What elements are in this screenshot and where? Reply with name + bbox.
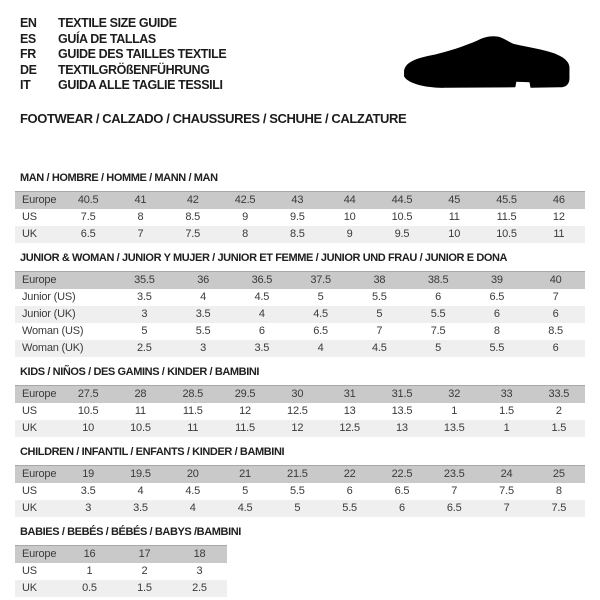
size-cell: 5.5 xyxy=(409,306,468,323)
size-cell: 43 xyxy=(271,191,323,209)
size-cell: 5 xyxy=(409,340,468,357)
language-label: GUIDE DES TAILLES TEXTILE xyxy=(58,47,227,61)
size-cell: 13.5 xyxy=(391,404,413,417)
size-cell: 4 xyxy=(291,340,350,357)
size-table-section xyxy=(15,252,585,357)
table-row xyxy=(15,465,585,483)
size-cell: 6.5 xyxy=(428,500,480,517)
table-row xyxy=(15,340,585,357)
row-label: Woman (UK) xyxy=(15,340,115,357)
size-cell: 1.5 xyxy=(533,420,585,437)
size-cell: 7.5 xyxy=(430,324,446,337)
row-label: Europe xyxy=(15,465,62,483)
size-cell: 6.5 xyxy=(489,290,505,303)
size-cell: 24 xyxy=(480,465,532,483)
size-cell: 7 xyxy=(552,290,559,303)
language-code: IT xyxy=(20,78,31,92)
row-label: Junior (UK) xyxy=(15,306,115,323)
size-cell: 1 xyxy=(86,564,93,577)
size-cell: 5 xyxy=(242,484,248,497)
size-cell: 6 xyxy=(258,324,265,337)
table-title: CHILDREN / INFANTIL / ENFANTS / KINDER / BAMBINI xyxy=(20,445,285,458)
size-cell: 12.5 xyxy=(287,404,308,417)
size-cell: 3.5 xyxy=(114,500,166,517)
size-cell: 6.5 xyxy=(313,324,328,337)
size-cell: 0.5 xyxy=(62,580,117,597)
row-label: Europe xyxy=(15,191,62,209)
size-cell: 29.5 xyxy=(219,385,271,403)
table-row xyxy=(15,500,585,517)
language-label: TEXTILGRÖßENFÜHRUNG xyxy=(58,62,210,77)
size-cell: 5.5 xyxy=(289,484,305,497)
size-cell: 3.5 xyxy=(174,306,233,323)
size-cell: 9 xyxy=(323,226,375,243)
size-cell: 11 xyxy=(448,210,460,223)
row-label: US xyxy=(22,210,37,223)
size-cell: 39 xyxy=(468,271,527,289)
size-cell: 11 xyxy=(533,226,585,243)
table-row xyxy=(15,563,227,580)
size-cell: 8.5 xyxy=(548,324,563,337)
size-cell: 31.5 xyxy=(376,385,428,403)
row-label: US xyxy=(22,564,37,577)
language-row xyxy=(20,16,600,32)
size-cell: 38 xyxy=(350,271,409,289)
size-cell: 7.5 xyxy=(533,500,585,517)
row-label: Junior (US) xyxy=(22,290,76,303)
table-row xyxy=(15,483,585,500)
size-cell: 4 xyxy=(137,484,144,497)
size-cell: 13.5 xyxy=(428,420,480,437)
size-cell: 2 xyxy=(555,404,562,417)
size-cell: 13 xyxy=(343,404,356,417)
size-cell: 10.5 xyxy=(114,420,166,437)
table-row xyxy=(15,306,585,323)
size-table xyxy=(15,465,585,517)
size-cell: 5 xyxy=(271,500,323,517)
size-cell: 10 xyxy=(428,226,480,243)
page-header xyxy=(0,16,600,94)
size-cell: 7.5 xyxy=(167,226,219,243)
size-cell: 3.5 xyxy=(137,290,152,303)
size-cell: 6.5 xyxy=(394,484,410,497)
size-cell: 8 xyxy=(219,226,271,243)
row-label: UK xyxy=(15,500,62,517)
size-cell: 4.5 xyxy=(185,484,201,497)
size-cell: 5 xyxy=(317,290,324,303)
size-table xyxy=(15,271,585,357)
size-cell: 41 xyxy=(114,191,166,209)
size-cell: 4.5 xyxy=(219,500,271,517)
size-cell: 6.5 xyxy=(62,226,114,243)
row-label: US xyxy=(22,484,37,497)
size-cell: 19.5 xyxy=(114,465,166,483)
size-table xyxy=(15,191,585,243)
size-cell: 3 xyxy=(196,564,203,577)
row-label: Europe xyxy=(15,385,62,403)
size-cell: 31 xyxy=(323,385,375,403)
table-row xyxy=(15,271,585,289)
size-cell: 6 xyxy=(526,340,585,357)
size-cell: 22 xyxy=(323,465,375,483)
size-cell: 7 xyxy=(376,324,383,337)
size-cell: 5.5 xyxy=(195,324,211,337)
size-cell: 42.5 xyxy=(219,191,271,209)
size-cell: 12 xyxy=(271,420,323,437)
size-cell: 2 xyxy=(141,564,148,577)
size-cell: 7 xyxy=(451,484,458,497)
size-cell: 3 xyxy=(174,340,233,357)
size-cell: 4.5 xyxy=(254,290,270,303)
size-cell: 12 xyxy=(552,210,565,223)
size-cell: 6 xyxy=(468,306,527,323)
category-heading: FOOTWEAR / CALZADO / CHAUSSURES / SCHUHE / CALZATURE xyxy=(20,110,407,126)
dress-shoe-icon xyxy=(401,33,573,91)
size-cell: 33 xyxy=(480,385,532,403)
size-cell: 40 xyxy=(526,271,585,289)
size-cell: 9 xyxy=(242,210,248,223)
size-table-section xyxy=(15,526,585,597)
size-cell: 7 xyxy=(114,226,166,243)
size-cell: 12.5 xyxy=(323,420,375,437)
language-label: GUÍA DE TALLAS xyxy=(58,31,156,46)
size-cell: 17 xyxy=(117,545,172,563)
size-cell: 36.5 xyxy=(233,271,292,289)
size-cell: 1 xyxy=(451,404,458,417)
size-cell: 10.5 xyxy=(77,404,99,417)
size-cell: 6 xyxy=(526,306,585,323)
table-row xyxy=(15,191,585,209)
language-label: GUIDA ALLE TAGLIE TESSILI xyxy=(58,78,223,92)
shoe-silhouette-path xyxy=(404,36,569,88)
size-cell: 11.5 xyxy=(496,210,517,223)
language-code: DE xyxy=(20,62,37,77)
size-cell: 21 xyxy=(219,465,271,483)
size-cell: 2.5 xyxy=(115,340,174,357)
size-cell: 12 xyxy=(239,404,251,417)
size-cell: 6 xyxy=(435,290,442,303)
size-cell: 44.5 xyxy=(376,191,428,209)
size-table xyxy=(15,385,585,437)
size-cell: 5.5 xyxy=(323,500,375,517)
language-code: FR xyxy=(20,47,36,61)
size-table xyxy=(15,545,227,597)
row-label: UK xyxy=(15,420,62,437)
size-cell: 37.5 xyxy=(291,271,350,289)
size-cell: 10.5 xyxy=(391,210,413,223)
language-label: TEXTILE SIZE GUIDE xyxy=(58,16,177,30)
size-cell: 28 xyxy=(114,385,166,403)
size-cell: 40.5 xyxy=(62,191,114,209)
size-cell: 4 xyxy=(233,306,292,323)
table-row xyxy=(15,545,227,563)
size-cell: 22.5 xyxy=(376,465,428,483)
size-cell: 38.5 xyxy=(409,271,468,289)
size-cell: 5.5 xyxy=(372,290,387,303)
size-cell: 23.5 xyxy=(428,465,480,483)
row-label: UK xyxy=(15,226,62,243)
size-cell: 33.5 xyxy=(533,385,585,403)
size-cell: 8 xyxy=(493,324,500,337)
row-label: UK xyxy=(15,580,62,597)
size-cell: 3 xyxy=(115,306,174,323)
size-cell: 1.5 xyxy=(117,580,172,597)
size-cell: 3.5 xyxy=(233,340,292,357)
table-row xyxy=(15,209,585,226)
size-cell: 8 xyxy=(137,210,144,223)
size-cell: 45 xyxy=(428,191,480,209)
size-cell: 3.5 xyxy=(80,484,96,497)
size-cell: 1 xyxy=(480,420,532,437)
size-cell: 32 xyxy=(428,385,480,403)
table-row xyxy=(15,420,585,437)
size-cell: 5.5 xyxy=(468,340,527,357)
table-title: MAN / HOMBRE / HOMME / MANN / MAN xyxy=(20,171,218,184)
table-title: JUNIOR & WOMAN / JUNIOR Y MUJER / JUNIOR ET FEMME / JUNIOR UND FRAU / JUNIOR E DONA xyxy=(20,251,508,264)
size-cell: 10 xyxy=(343,210,356,223)
row-label: Europe xyxy=(15,545,62,563)
size-cell: 10 xyxy=(62,420,114,437)
table-row xyxy=(15,580,227,597)
table-row xyxy=(15,323,585,340)
size-cell: 4.5 xyxy=(350,340,409,357)
size-cell: 28.5 xyxy=(167,385,219,403)
language-code: ES xyxy=(20,31,36,46)
size-cell: 11.5 xyxy=(219,420,271,437)
table-row xyxy=(15,385,585,403)
table-row xyxy=(15,403,585,420)
language-code: EN xyxy=(20,16,37,30)
size-cell: 42 xyxy=(167,191,219,209)
table-title: BABIES / BEBÉS / BÉBÉS / BABYS /BAMBINI xyxy=(20,525,241,538)
table-row xyxy=(15,226,585,243)
size-cell: 36 xyxy=(174,271,233,289)
size-cell: 6 xyxy=(376,500,428,517)
size-cell: 30 xyxy=(271,385,323,403)
size-cell: 3 xyxy=(62,500,114,517)
size-table-section xyxy=(15,366,585,437)
size-cell: 10.5 xyxy=(480,226,532,243)
row-label: Woman (US) xyxy=(22,324,84,337)
size-cell: 5 xyxy=(350,306,409,323)
size-cell: 35.5 xyxy=(115,271,174,289)
size-cell: 1.5 xyxy=(499,404,514,417)
size-cell: 16 xyxy=(62,545,117,563)
size-cell: 20 xyxy=(167,465,219,483)
size-cell: 9.5 xyxy=(376,226,428,243)
size-cell: 2.5 xyxy=(172,580,227,597)
size-tables xyxy=(15,172,585,597)
size-cell: 6 xyxy=(346,484,353,497)
size-cell: 11 xyxy=(167,420,219,437)
size-cell: 18 xyxy=(172,545,227,563)
size-cell: 25 xyxy=(533,465,585,483)
size-cell: 8.5 xyxy=(271,226,323,243)
size-cell: 44 xyxy=(323,191,375,209)
row-label: Europe xyxy=(15,271,115,289)
row-label: US xyxy=(22,404,37,417)
size-table-section xyxy=(15,172,585,243)
size-table-section xyxy=(15,446,585,517)
size-cell: 21.5 xyxy=(271,465,323,483)
size-cell: 8 xyxy=(555,484,562,497)
size-cell: 4 xyxy=(200,290,207,303)
size-cell: 9.5 xyxy=(289,210,305,223)
size-cell: 45.5 xyxy=(480,191,532,209)
size-cell: 7.5 xyxy=(80,210,96,223)
size-cell: 4 xyxy=(167,500,219,517)
table-row xyxy=(15,289,585,306)
size-cell: 4.5 xyxy=(291,306,350,323)
size-cell: 13 xyxy=(376,420,428,437)
size-cell: 11 xyxy=(134,404,146,417)
size-cell: 11.5 xyxy=(182,404,203,417)
size-cell: 27.5 xyxy=(62,385,114,403)
size-cell: 5 xyxy=(141,324,148,337)
size-cell: 7.5 xyxy=(499,484,514,497)
size-cell: 19 xyxy=(62,465,114,483)
size-cell: 7 xyxy=(480,500,532,517)
table-title: KIDS / NIÑOS / DES GAMINS / KINDER / BAMBINI xyxy=(20,365,260,378)
size-cell: 46 xyxy=(533,191,585,209)
size-cell: 8.5 xyxy=(185,210,201,223)
